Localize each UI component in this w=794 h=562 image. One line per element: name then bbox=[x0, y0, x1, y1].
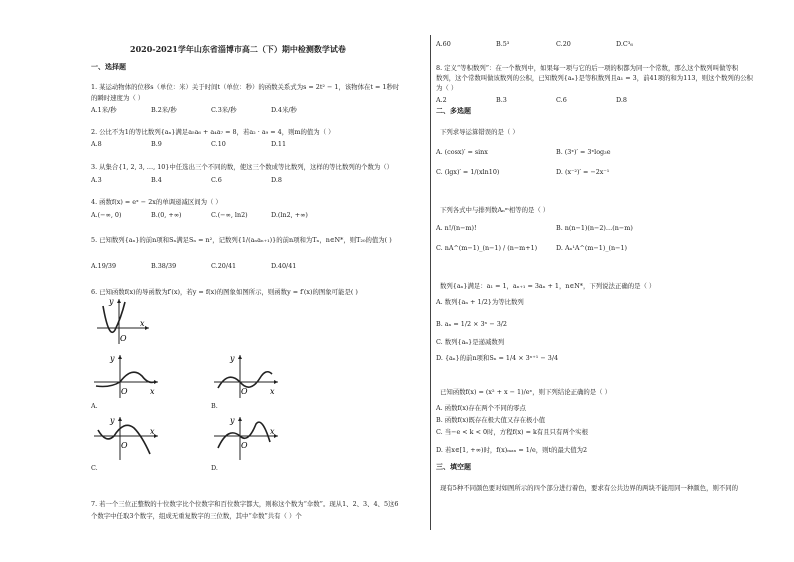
q4-stem: 4. 函数f(x) = eˣ − 2x的单调递减区间为（ ） bbox=[91, 198, 222, 206]
q3-option-a: A.3 bbox=[91, 176, 102, 184]
q6-b-origin: O bbox=[241, 387, 248, 396]
q6-option-d: D. bbox=[211, 464, 218, 472]
section-fill-blank: 三、填空题 bbox=[436, 462, 471, 471]
q12-option-a: A. 函数f(x)存在两个不同的零点 bbox=[436, 404, 526, 412]
q6-fx-x-label: x bbox=[140, 319, 145, 328]
q10-option-d: D. Aₙ¹A^(m−1)_(n−1) bbox=[556, 244, 628, 252]
page-title: 2020-2021学年山东省淄博市高二（下）期中检测数学试卷 bbox=[130, 44, 346, 54]
q7-option-a: A.60 bbox=[436, 40, 451, 48]
q2-option-c: C.10 bbox=[211, 140, 226, 148]
q4-option-d: D.(ln2, +∞) bbox=[271, 211, 308, 219]
q6-option-c-graph bbox=[92, 414, 164, 462]
q6-d-y-label: y bbox=[230, 416, 235, 425]
q6-stem: 6. 已知函数f(x)的导函数为f′(x)，若y = f(x)的图象如图所示，则函数y = f′(x)的图象可能是( ) bbox=[91, 288, 358, 296]
q6-option-a-graph bbox=[92, 352, 164, 400]
q6-option-a: A. bbox=[91, 402, 98, 410]
q7-option-b: B.5³ bbox=[496, 40, 510, 48]
q8-stem-line2: 数列，这个常数叫做该数列的公积，已知数列{aₙ}是等积数列且a₁ = 3，前41项的和为113，则这个数列的公积 bbox=[436, 74, 753, 82]
q10-stem: 下列各式中与排列数Aₙᵐ相等的是（ ） bbox=[440, 206, 550, 214]
q11-option-a: A. 数列{aₙ + 1/2}为等比数列 bbox=[436, 298, 524, 306]
q6-b-x-label: x bbox=[270, 387, 275, 396]
q10-option-c: C. nA^(m−1)_(n−1) / (n−m+1) bbox=[436, 244, 538, 252]
q7-option-d: D.C³₆ bbox=[616, 40, 633, 48]
q6-option-c: C. bbox=[91, 464, 98, 472]
section-choice: 一、选择题 bbox=[91, 62, 126, 71]
q8-option-c: C.6 bbox=[556, 96, 567, 104]
q2-option-a: A.8 bbox=[91, 140, 102, 148]
q6-fx-origin: O bbox=[120, 334, 127, 343]
q11-option-d: D. {aₙ}的前n项和Sₙ = 1/4 × 3ⁿ⁺¹ − 3/4 bbox=[436, 354, 559, 362]
q6-fx-graph bbox=[95, 296, 155, 346]
q1-option-d: D.4米/秒 bbox=[271, 106, 297, 114]
q11-stem: 数列{aₙ}满足：a₁ = 1，aₙ₊₁ = 3aₙ + 1，n∈N*，下列说法正确的是（ ） bbox=[440, 282, 656, 290]
q6-d-origin: O bbox=[241, 441, 248, 450]
q5-stem: 5. 已知数列{aₙ}的前n项和Sₙ满足Sₙ = n²，记数列{1/(aₙaₙ₊₁)}的前n项和为Tₙ，n∈N*，则T₂₀的值为( ) bbox=[91, 236, 392, 244]
q11-option-b: B. aₙ = 1/2 × 3ⁿ − 3/2 bbox=[436, 320, 507, 328]
q1-option-a: A.1米/秒 bbox=[91, 106, 117, 114]
q9-stem: 下列求导运算错误的是（ ） bbox=[440, 128, 519, 136]
q1-stem-line1: 1. 某运动物体的位移s（单位：米）关于时间t（单位：秒）的函数关系式为s = 2t² − 1，该物体在t = 1秒时 bbox=[91, 83, 400, 91]
q6-option-b-graph bbox=[212, 352, 284, 400]
q8-option-a: A.2 bbox=[436, 96, 447, 104]
q2-stem: 2. 公比不为1的等比数列{aₙ}满足a₅a₆ + a₄a₇ = 8，若a₂ · a₉ = 4，则m的值为（ ） bbox=[91, 128, 335, 136]
q1-option-c: C.3米/秒 bbox=[211, 106, 237, 114]
q8-stem-line3: 为（ ） bbox=[436, 84, 458, 92]
q10-option-b: B. n(n−1)(n−2)…(n−m) bbox=[556, 224, 633, 232]
q5-option-c: C.20/41 bbox=[211, 262, 237, 270]
q1-option-b: B.2米/秒 bbox=[151, 106, 177, 114]
q8-stem-line1: 8. 定义“等积数列”：在一个数列中，如果每一项与它的后一项的积都为同一个常数，那么这个数列叫做等积 bbox=[436, 64, 739, 72]
q7-stem-line1: 7. 若一个三位正整数的十位数字比个位数字和百位数字都大，则称这个数为“伞数”。现从1、2、3、4、5这6 bbox=[91, 500, 399, 508]
q9-option-b: B. (3ˣ)′ = 3ˣlog₃e bbox=[556, 148, 611, 156]
q2-option-b: B.9 bbox=[151, 140, 162, 148]
q8-option-d: D.8 bbox=[616, 96, 627, 104]
q4-option-a: A.(−∞, 0) bbox=[91, 211, 122, 219]
q6-c-x-label: x bbox=[150, 427, 155, 436]
q6-a-y-label: y bbox=[110, 354, 115, 363]
q3-option-d: D.8 bbox=[271, 176, 282, 184]
q5-option-b: B.38/39 bbox=[151, 262, 177, 270]
q6-a-origin: O bbox=[121, 387, 128, 396]
q4-option-b: B.(0, +∞) bbox=[151, 211, 182, 219]
q6-fx-y-label: y bbox=[109, 297, 114, 306]
section-multi-choice: 二、多选题 bbox=[436, 106, 471, 115]
column-divider bbox=[430, 35, 431, 530]
q5-option-a: A.19/39 bbox=[91, 262, 117, 270]
q8-option-b: B.3 bbox=[496, 96, 507, 104]
q13-stem: 现有5种不同颜色要对如图所示的四个部分进行着色，要求有公共边界的两块不能用同一种颜色，则不同的 bbox=[440, 484, 739, 492]
q6-a-x-label: x bbox=[150, 387, 155, 396]
q9-option-a: A. (cosx)′ = sinx bbox=[436, 148, 488, 156]
q12-option-b: B. 函数f(x)既存在极大值又存在极小值 bbox=[436, 416, 546, 424]
q5-option-d: D.40/41 bbox=[271, 262, 297, 270]
q1-stem-line2: 的瞬时速度为（ ） bbox=[91, 94, 145, 102]
q4-option-c: C.(−∞, ln2) bbox=[211, 211, 248, 219]
q6-c-y-label: y bbox=[110, 416, 115, 425]
q12-option-c: C. 当−e < k < 0时，方程f(x) = k有且只有两个实根 bbox=[436, 428, 588, 436]
q6-b-y-label: y bbox=[230, 354, 235, 363]
q3-option-b: B.4 bbox=[151, 176, 162, 184]
q9-option-c: C. (lgx)′ = 1/(xln10) bbox=[436, 168, 500, 176]
q7-option-c: C.20 bbox=[556, 40, 571, 48]
q12-option-d: D. 若x∈[1, +∞)时，f(x)ₘₐₓ = 1/e，则t的最大值为2 bbox=[436, 446, 588, 454]
q3-option-c: C.6 bbox=[211, 176, 222, 184]
q3-stem: 3. 从集合{1, 2, 3, …, 10}中任选出三个不同的数，使这三个数成等比数列，这样的等比数列的个数为（） bbox=[91, 163, 394, 171]
q7-stem-line2: 个数字中任取3个数字，组成无重复数字的三位数，其中“伞数”共有（ ）个 bbox=[91, 512, 302, 520]
q6-option-d-graph bbox=[212, 414, 284, 462]
q10-option-a: A. n!/(n−m)! bbox=[436, 224, 477, 232]
q6-c-origin: O bbox=[121, 441, 128, 450]
q12-stem: 已知函数f(x) = (x² + x − 1)/eˣ，则下列结论正确的是（ ） bbox=[440, 388, 611, 396]
q11-option-c: C. 数列{aₙ}是递减数列 bbox=[436, 338, 505, 346]
q6-d-x-label: x bbox=[270, 427, 275, 436]
q9-option-d: D. (x⁻²)′ = −2x⁻¹ bbox=[556, 168, 610, 176]
q6-option-b: B. bbox=[211, 402, 218, 410]
q2-option-d: D.11 bbox=[271, 140, 287, 148]
